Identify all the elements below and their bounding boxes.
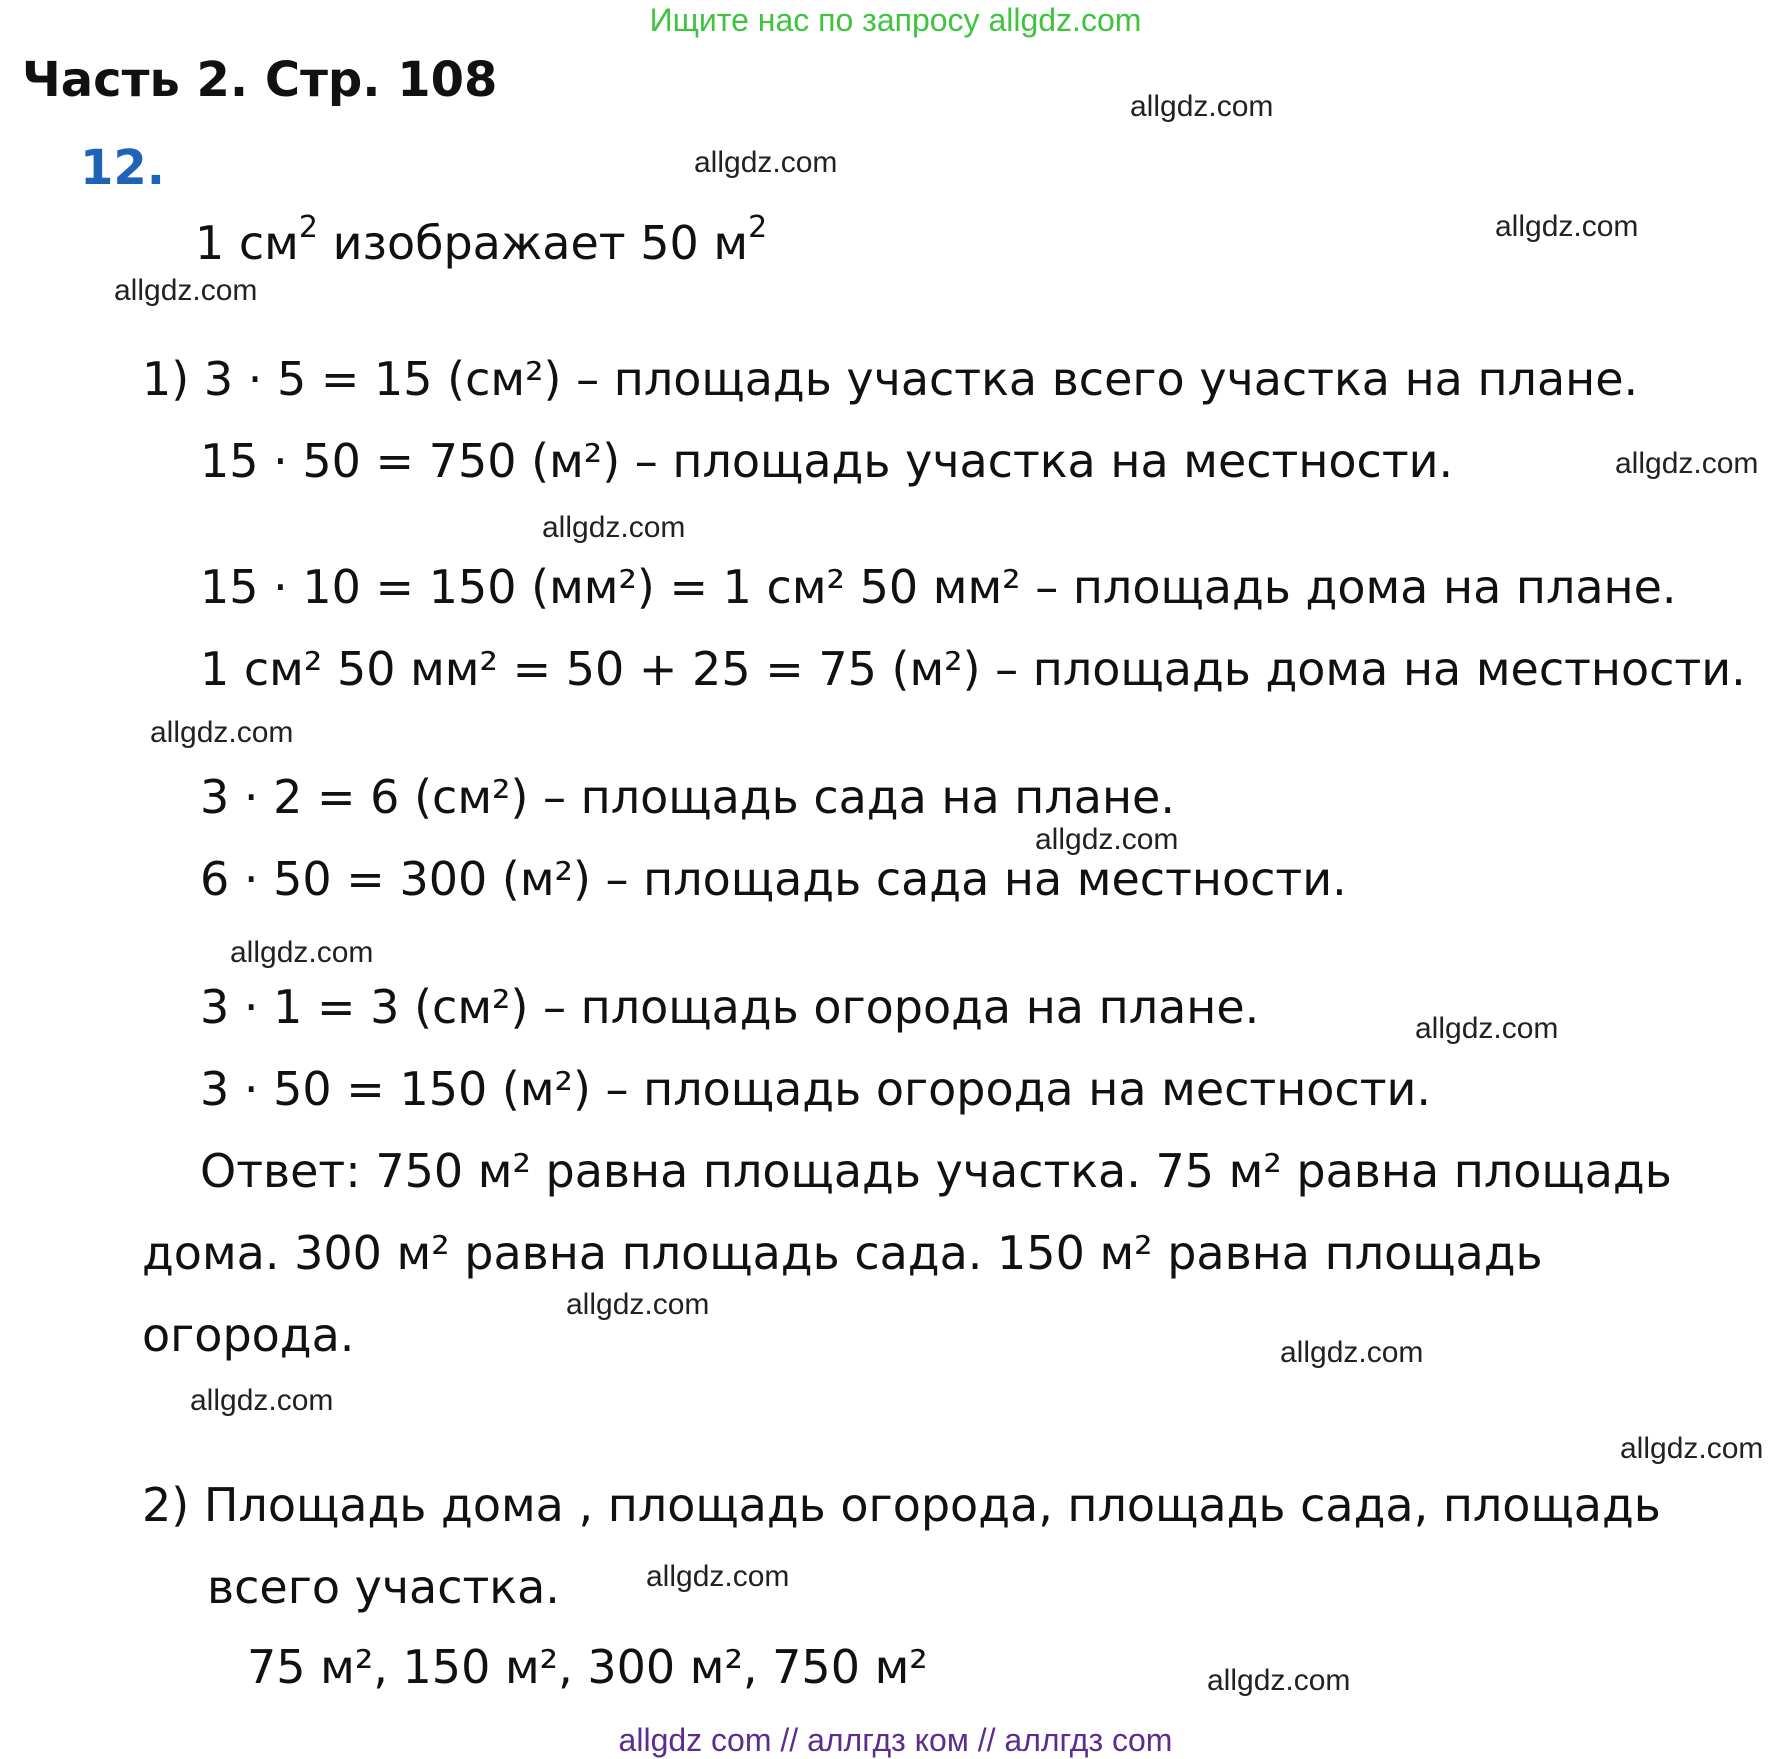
watermark: allgdz.com	[1615, 447, 1759, 480]
part2-line-3: 75 м², 150 м², 300 м², 750 м²	[247, 1640, 928, 1694]
watermark: allgdz.com	[1620, 1432, 1764, 1465]
scale-part-a: 1 см	[195, 216, 299, 270]
answer-line-3: огорода.	[142, 1308, 355, 1362]
solution-line-2: 15 · 50 = 750 (м²) – площадь участка на местности.	[200, 434, 1454, 488]
watermark: allgdz.com	[646, 1560, 790, 1593]
part2-line-1: 2) Площадь дома , площадь огорода, площадь сада, площадь	[142, 1478, 1661, 1532]
watermark: allgdz.com	[1280, 1336, 1424, 1369]
watermark: allgdz.com	[150, 716, 294, 749]
watermark: allgdz.com	[694, 146, 838, 179]
footer-links: allgdz com // аллгдз ком // аллгдз com	[618, 1722, 1173, 1758]
solution-line-5: 3 · 2 = 6 (см²) – площадь сада на плане.	[200, 770, 1175, 824]
solution-line-8: 3 · 50 = 150 (м²) – площадь огорода на местности.	[200, 1062, 1432, 1116]
watermark: allgdz.com	[1415, 1012, 1559, 1045]
solution-line-6: 6 · 50 = 300 (м²) – площадь сада на местности.	[200, 852, 1347, 906]
watermark: allgdz.com	[1130, 90, 1274, 123]
watermark: allgdz.com	[542, 511, 686, 544]
watermark: allgdz.com	[114, 274, 258, 307]
watermark: allgdz.com	[230, 936, 374, 969]
scale-part-b: изображает 50 м	[317, 216, 749, 270]
scale-sup-b: 2	[748, 210, 768, 245]
solution-line-7: 3 · 1 = 3 (см²) – площадь огорода на плане.	[200, 980, 1260, 1034]
scale-statement	[195, 210, 768, 270]
answer-line-1: Ответ: 750 м² равна площадь участка. 75 м² равна площадь	[200, 1144, 1672, 1198]
solution-line-1: 1) 3 · 5 = 15 (см²) – площадь участка всего участка на плане.	[142, 352, 1639, 406]
search-banner: Ищите нас по запросу allgdz.com	[649, 2, 1142, 38]
solution-line-4: 1 см² 50 мм² = 50 + 25 = 75 (м²) – площадь дома на местности.	[200, 642, 1746, 696]
watermark: allgdz.com	[1035, 823, 1179, 856]
answer-line-2: дома. 300 м² равна площадь сада. 150 м² равна площадь	[142, 1226, 1543, 1280]
page-heading: Часть 2. Стр. 108	[22, 52, 498, 108]
part2-line-2: всего участка.	[207, 1560, 560, 1614]
solution-line-3: 15 · 10 = 150 (мм²) = 1 см² 50 мм² – площадь дома на плане.	[200, 560, 1677, 614]
watermark: allgdz.com	[1207, 1664, 1351, 1697]
watermark: allgdz.com	[190, 1384, 334, 1417]
watermark: allgdz.com	[1495, 210, 1639, 243]
task-number: 12.	[80, 140, 166, 196]
scale-sup-a: 2	[298, 210, 318, 245]
watermark: allgdz.com	[566, 1288, 710, 1321]
